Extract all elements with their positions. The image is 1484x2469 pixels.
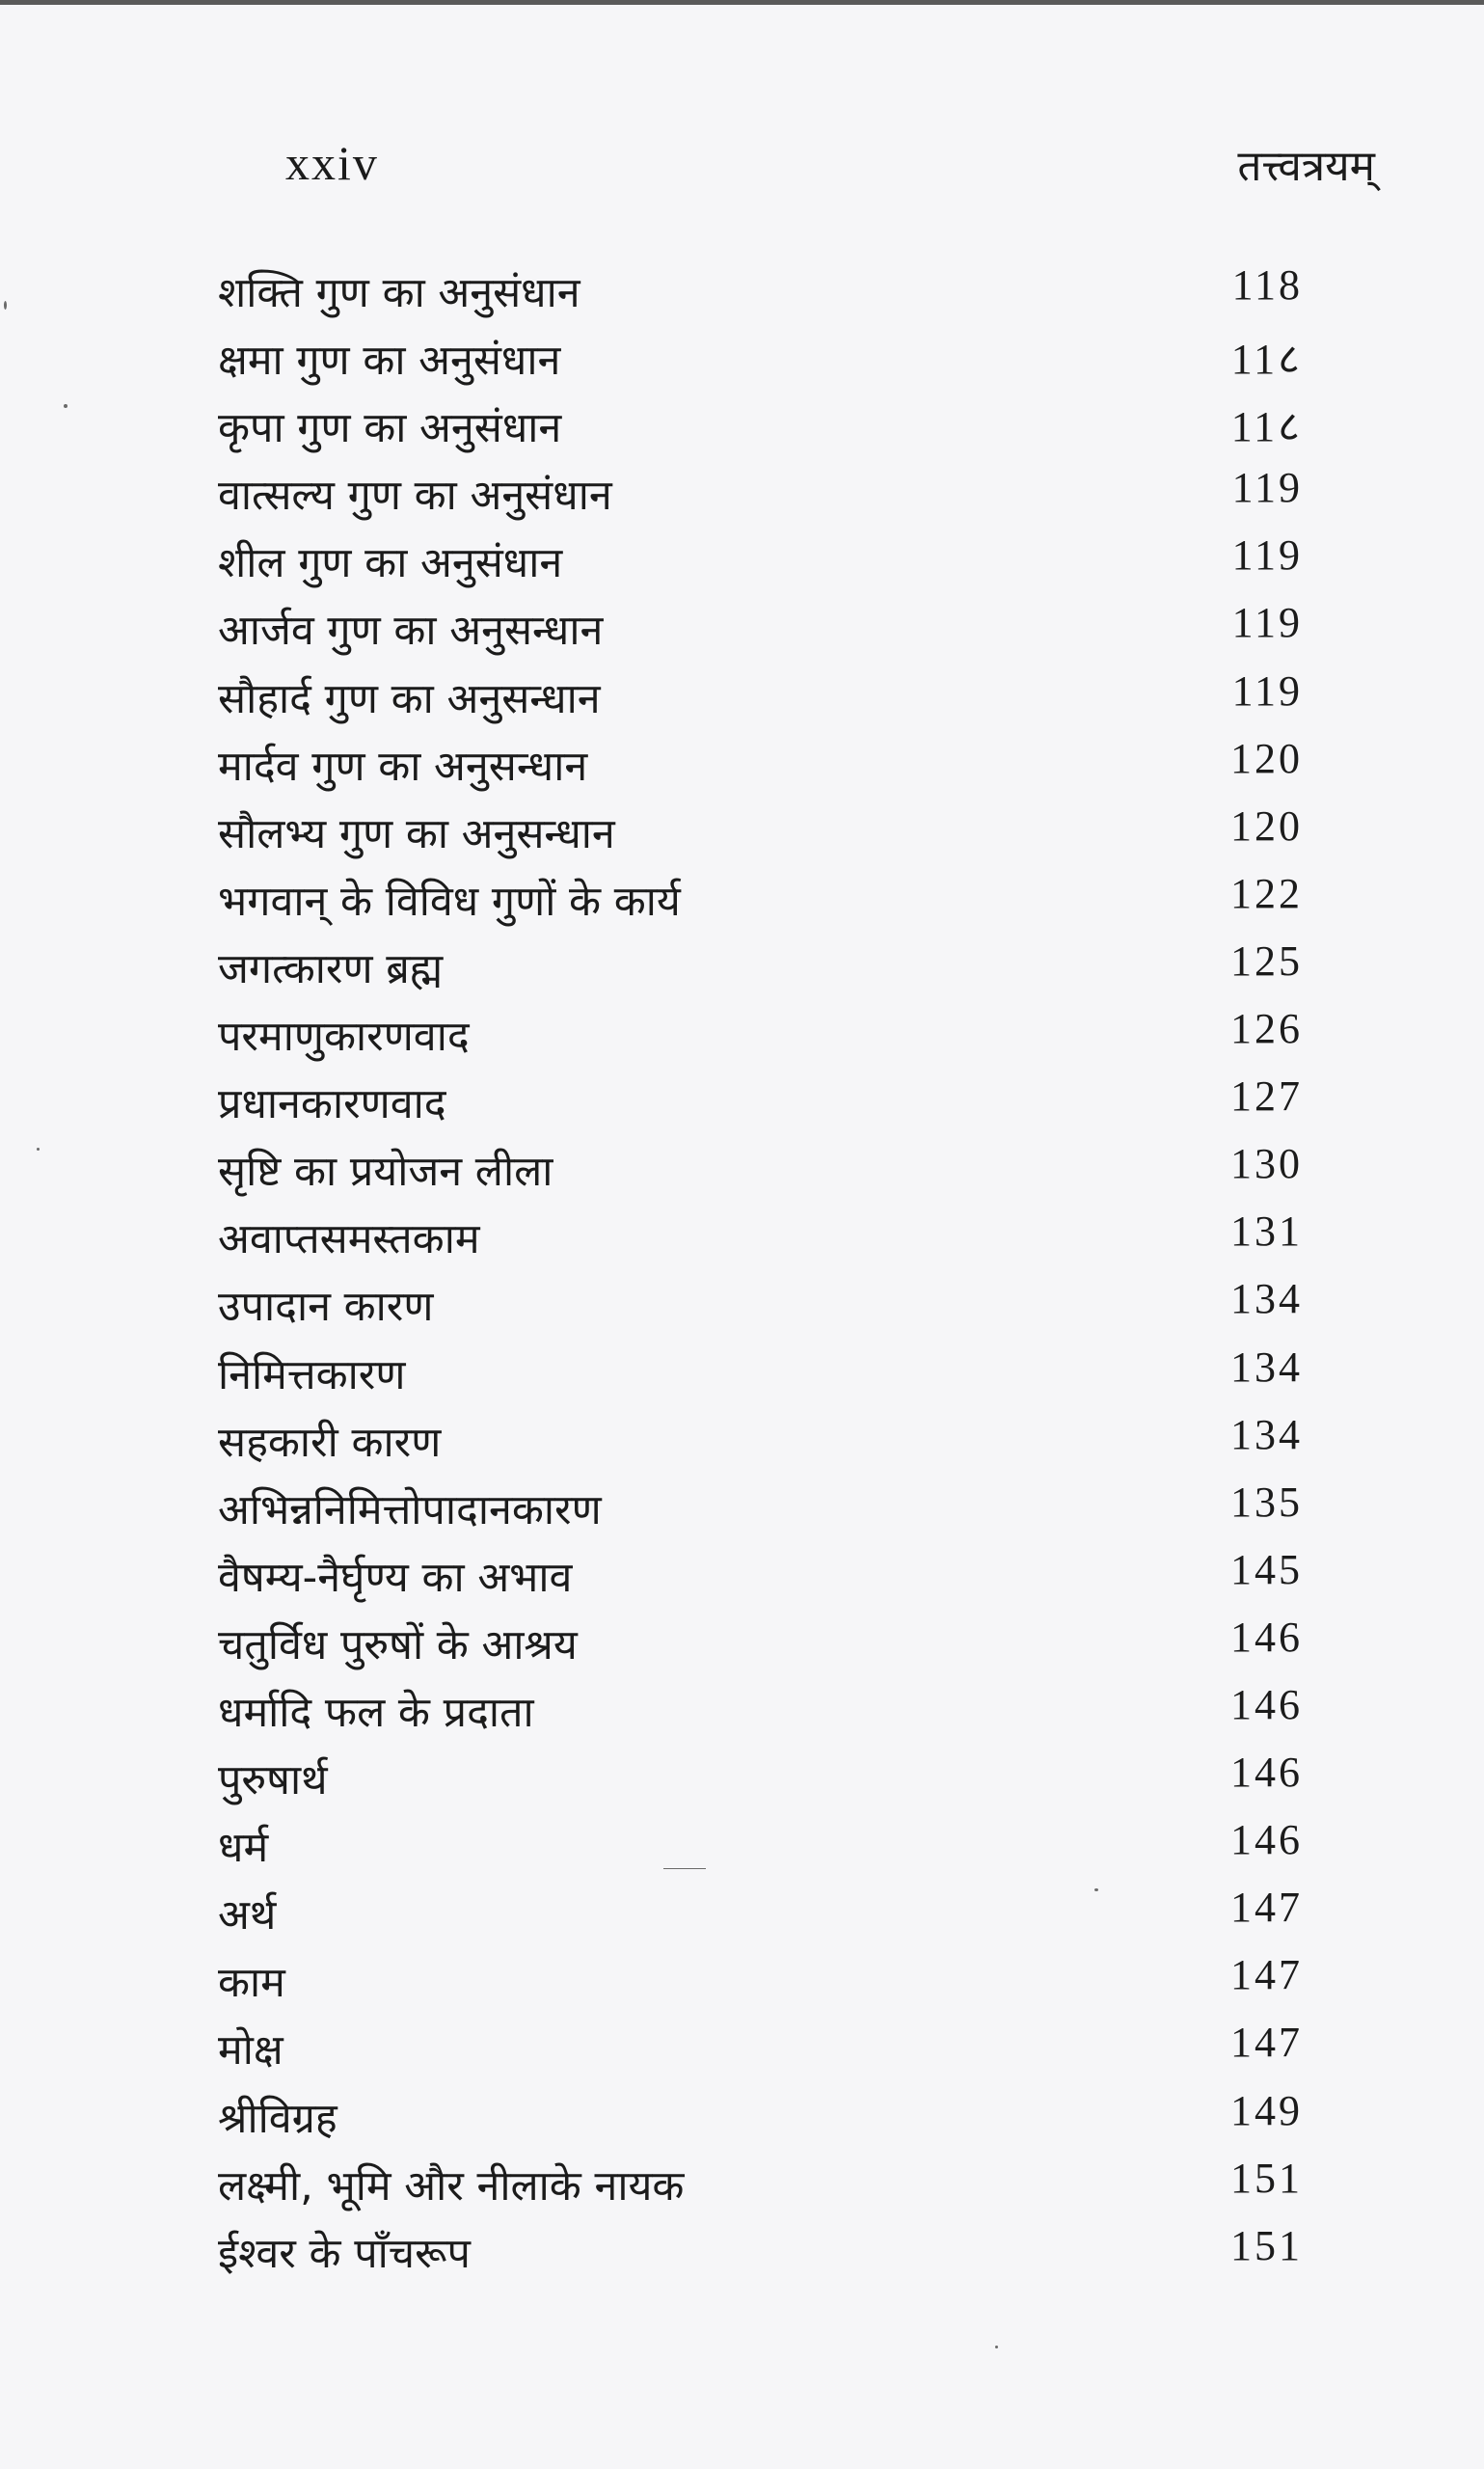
toc-entry-page: 118 (1231, 261, 1303, 309)
toc-entry-page: 146 (1230, 1816, 1303, 1864)
scan-speck (663, 1868, 706, 1869)
page-number-roman: xxiv (285, 136, 379, 190)
toc-entry-title: लक्ष्मी, भूमि और नीलाके नायक (218, 2161, 685, 2211)
toc-entry (218, 384, 1303, 451)
toc-entry-page: 146 (1230, 1613, 1303, 1661)
toc-entry (218, 1466, 1303, 1533)
toc-entry (218, 1736, 1303, 1804)
toc-entry (218, 655, 1303, 722)
scan-speck (4, 301, 7, 310)
toc-entry (218, 1871, 1303, 1939)
toc-entry-title: धर्मादि फल के प्रदाता (218, 1688, 534, 1737)
toc-entry-page: 147 (1230, 2019, 1303, 2067)
toc-entry-page: 151 (1230, 2221, 1303, 2269)
toc-entry-title: मोक्ष (218, 2026, 283, 2076)
toc-entry (218, 1195, 1303, 1262)
toc-entry (218, 451, 1303, 519)
toc-entry-page: 149 (1230, 2086, 1303, 2134)
toc-entry-title: क्षमा गुण का अनुसंधान (218, 337, 561, 386)
toc-entry (218, 2142, 1303, 2210)
toc-entry-page: 122 (1230, 869, 1303, 917)
toc-entry-page: 125 (1230, 936, 1303, 985)
toc-entry-page: 11८ (1230, 403, 1303, 451)
toc-entry-title: शील गुण का अनुसंधान (218, 539, 563, 588)
toc-entry-page: 134 (1230, 1343, 1303, 1391)
toc-entry-page: 130 (1230, 1140, 1303, 1188)
toc-entry (218, 722, 1303, 790)
toc-entry-title: उपादान कारण (218, 1283, 434, 1332)
toc-entry-title: श्रीविग्रह (218, 2094, 337, 2143)
toc-entry (218, 1398, 1303, 1466)
page-header (285, 135, 1375, 203)
toc-entry (218, 857, 1303, 925)
toc-entry-page: 120 (1230, 734, 1303, 782)
running-title: तत्त्वत्रयम् (1237, 142, 1375, 191)
toc-entry (218, 1331, 1303, 1398)
toc-entry-title: काम (218, 1959, 285, 2008)
toc-entry-title: प्रधानकारणवाद (218, 1080, 446, 1129)
toc-entry-title: अर्थ (218, 1891, 277, 1940)
toc-entry (218, 1669, 1303, 1736)
toc-entry-title: वात्सल्य गुण का अनुसंधान (218, 472, 612, 521)
toc-entry (218, 519, 1303, 586)
toc-entry-title: आर्जव गुण का अनुसन्धान (218, 607, 604, 656)
toc-entry-title: सौलभ्य गुण का अनुसन्धान (218, 809, 615, 858)
toc-entry (218, 1127, 1303, 1195)
toc-entry-page: 134 (1230, 1410, 1303, 1458)
scan-speck (995, 2346, 998, 2348)
toc-entry-page: 147 (1230, 1951, 1303, 1999)
scan-speck (1094, 1888, 1098, 1891)
toc-entry-page: 135 (1230, 1478, 1303, 1526)
toc-entry-title: परमाणुकारणवाद (218, 1013, 470, 1062)
toc-entry (218, 249, 1303, 316)
toc-entry-page: 147 (1230, 1884, 1303, 1932)
toc-entry (218, 2075, 1303, 2142)
toc-entry (218, 1804, 1303, 1871)
toc-entry-title: धर्म (218, 1824, 269, 1873)
toc-entry-page: 131 (1230, 1207, 1303, 1256)
toc-entry (218, 1601, 1303, 1669)
toc-entry-title: वैषम्य-नैर्घृण्य का अभाव (218, 1553, 573, 1602)
toc-entry-title: सृष्टि का प्रयोजन लीला (218, 1148, 553, 1197)
toc-entry-title: शक्ति गुण का अनुसंधान (218, 269, 580, 317)
toc-entry-page: 119 (1231, 666, 1303, 715)
toc-entry-title: निमित्तकारण (218, 1350, 406, 1399)
toc-entry-page: 11८ (1230, 336, 1303, 384)
toc-entry-page: 126 (1230, 1005, 1303, 1053)
toc-entry-title: सौहार्द गुण का अनुसन्धान (218, 674, 601, 723)
toc-entry (218, 1939, 1303, 2006)
toc-entry-title: पुरुषार्थ (218, 1756, 328, 1805)
toc-entry-page: 119 (1231, 464, 1303, 512)
toc-entry (218, 992, 1303, 1060)
toc-entry (218, 1262, 1303, 1330)
toc-entry-title: कृपा गुण का अनुसंधान (218, 404, 562, 453)
toc-entry-page: 146 (1230, 1680, 1303, 1728)
toc-entry-page: 134 (1230, 1275, 1303, 1323)
toc-entry (218, 2006, 1303, 2074)
toc-entry-page: 151 (1230, 2154, 1303, 2202)
toc-entry-page: 145 (1230, 1545, 1303, 1593)
scan-speck (64, 404, 67, 408)
toc-entry-page: 146 (1230, 1749, 1303, 1797)
toc-entry-title: भगवान् के विविध गुणों के कार्य (218, 877, 681, 926)
toc-entry-page: 119 (1231, 531, 1303, 580)
toc-entry-title: अवाप्तसमस्तकाम (218, 1215, 480, 1264)
toc-entry (218, 790, 1303, 857)
toc-entry (218, 586, 1303, 654)
top-edge-rule (0, 0, 1484, 5)
toc-entry-title: ईश्वर के पाँचरूप (218, 2229, 471, 2278)
toc-entry (218, 1060, 1303, 1127)
toc-entry-title: चतुर्विध पुरुषों के आश्रय (218, 1620, 578, 1669)
toc-entry (218, 1533, 1303, 1601)
scan-speck (37, 1148, 40, 1151)
table-of-contents (218, 249, 1303, 2277)
toc-entry-title: जगत्कारण ब्रह्म (218, 944, 444, 993)
toc-entry (218, 316, 1303, 384)
toc-entry-page: 127 (1230, 1072, 1303, 1121)
toc-entry-title: मार्दव गुण का अनुसन्धान (218, 742, 588, 791)
toc-entry (218, 2210, 1303, 2277)
toc-entry-title: सहकारी कारण (218, 1418, 442, 1467)
toc-entry-title: अभिन्ननिमित्तोपादानकारण (218, 1485, 602, 1534)
toc-entry (218, 925, 1303, 992)
toc-entry-page: 119 (1231, 599, 1303, 647)
toc-entry-page: 120 (1230, 801, 1303, 850)
